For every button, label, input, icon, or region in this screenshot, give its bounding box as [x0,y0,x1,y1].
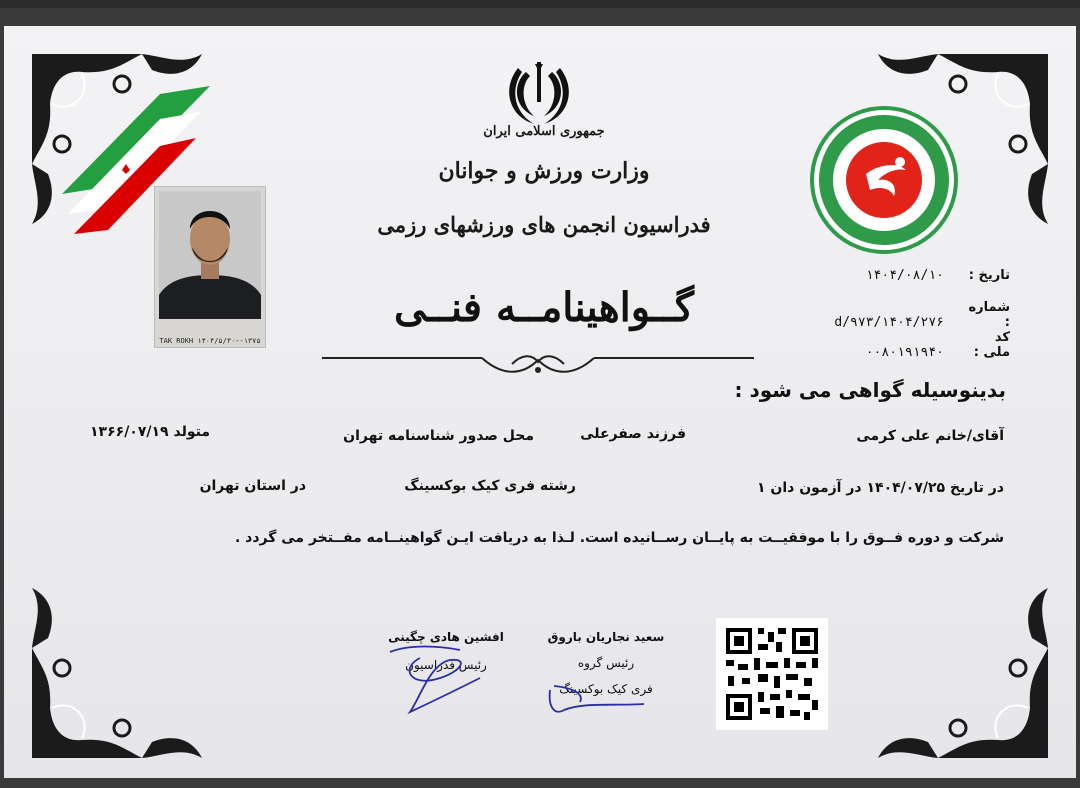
divider-ornament-icon [322,346,754,386]
signer-role: رئیس گروه [577,656,635,670]
federation-logo-icon [808,104,960,256]
birth-date: متولد ۱۳۶۶/۰۷/۱۹ [90,424,210,440]
signer-role: رئیس فدراسیون [405,658,487,672]
corner-ornament-icon [22,578,212,768]
handwritten-signature [544,666,654,726]
meta-date [866,268,1010,283]
father-name: فرزند صفرعلی [580,426,686,442]
province-line: در استان تهران [199,478,306,494]
meta-label: شماره : [968,300,1010,330]
issue-place: محل صدور شناسنامه تهران [343,428,534,444]
exam-line: در تاریخ ۱۴۰۴/۰۷/۲۵ در آزمون دان ۱ [757,480,1004,496]
republic-heading: جمهوری اسلامی ایران [483,124,605,139]
corner-ornament-icon [868,578,1058,768]
photo-caption: TAK ROKH ۱۴۰۴/۵/۳۰--۱۳۷۵ [159,337,261,345]
meta-label: کد ملی : [973,330,1010,360]
meta-value: ۰۰۸۰۱۹۱۹۴۰ [865,345,944,360]
meta-national-id [866,330,1010,360]
signer-role-2: فری کیک بوکسینگ [559,682,653,696]
meta-number [834,300,1010,330]
meta-value: ۱۴۰۴/۲۷۶/d/۹۷۳ [834,315,944,330]
certificate-title: گــواهینامــه فنــی [394,284,694,331]
portrait-image [159,191,261,319]
ministry-heading: وزارت ورزش و جوانان [438,158,650,184]
holder-name: آقای/خانم علی کرمی [856,428,1004,444]
top-edge-bar [0,0,1080,8]
signer-name: افشین هادی چگینی [388,630,504,644]
meta-label: تاریخ : [968,268,1010,283]
meta-value: ۱۴۰۴/۰۸/۱۰ [865,268,944,283]
qr-code-icon [716,618,828,730]
signer-name: سعید نجاریان باروق [547,630,665,644]
certificate-paper [4,26,1076,778]
national-emblem-icon [504,58,574,128]
field-line: رشته فری کیک بوکسینگ [404,478,576,494]
holder-photo [154,186,266,348]
handwritten-signature [380,638,490,718]
intro-text: بدینوسیله گواهی می شود : [734,378,1006,402]
federation-heading: فدراسیون انجمن های ورزشهای رزمی [377,212,711,237]
closing-text: شرکت و دوره فــوق را با موفقیــت به پایــان رســانیده است. لـذا به دریافت ایـن گواهینــامه مفــتخر می گردد . [234,530,1004,546]
